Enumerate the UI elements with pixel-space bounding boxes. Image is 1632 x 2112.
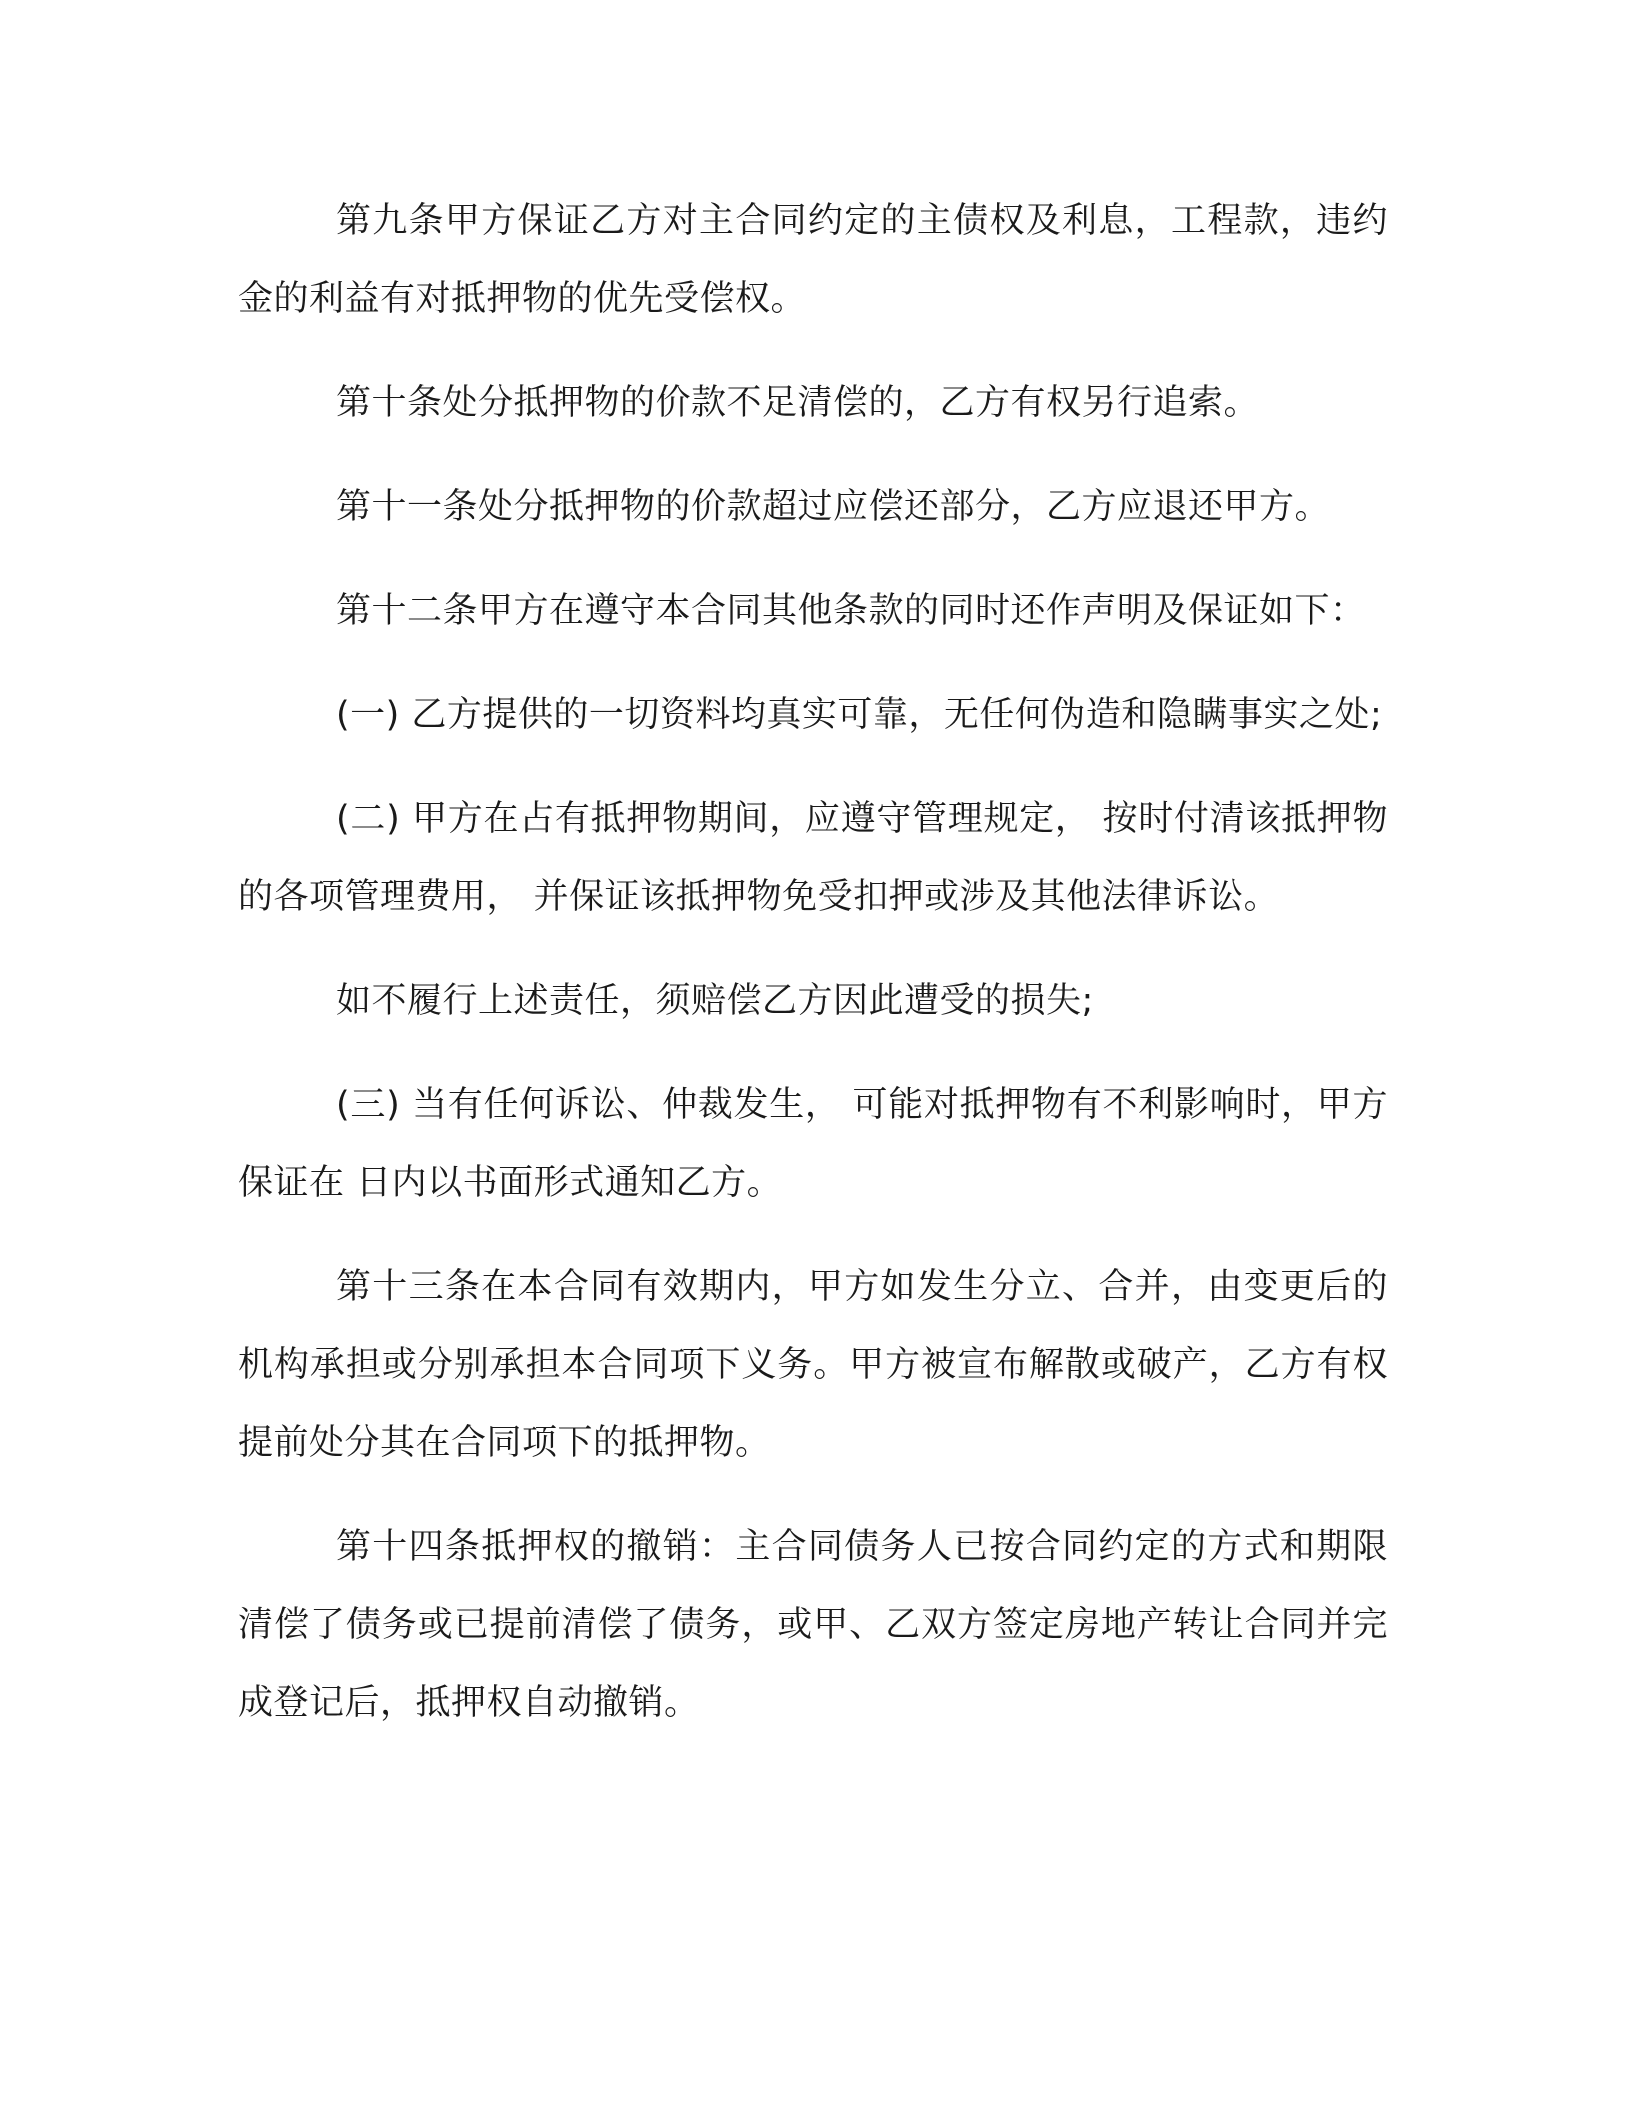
clause-3: (三) 当有任何诉讼、仲裁发生， 可能对抵押物有不利影响时，甲方保证在 日内以书面形式通知乙方。 [238,1085,1388,1203]
article-12: 第十二条甲方在遵守本合同其他条款的同时还作声明及保证如下： [336,591,1366,631]
article-14: 第十四条抵押权的撤销：主合同债务人已按合同约定的方式和期限清偿了债务或已提前清偿了债务，或甲、乙双方签定房地产转让合同并完成登记后，抵押权自动撤销。 [238,1527,1388,1723]
document-body [238,182,1388,1768]
article-10: 第十条处分抵押物的价款不足清偿的，乙方有权另行追索。 [336,383,1260,423]
article-11: 第十一条处分抵押物的价款超过应偿还部分，乙方应退还甲方。 [336,487,1331,527]
article-9: 第九条甲方保证乙方对主合同约定的主债权及利息，工程款，违约金的利益有对抵押物的优先受偿权。 [238,201,1388,319]
clause-2: (二) 甲方在占有抵押物期间，应遵守管理规定， 按时付清该抵押物的各项管理费用， 并保证该抵押物免受扣押或涉及其他法律诉讼。 [238,799,1388,917]
article-13: 第十三条在本合同有效期内，甲方如发生分立、合并，由变更后的机构承担或分别承担本合同项下义务。甲方被宣布解散或破产，乙方有权提前处分其在合同项下的抵押物。 [238,1267,1388,1463]
clause-2-liability: 如不履行上述责任，须赔偿乙方因此遭受的损失; [336,981,1094,1021]
clause-1: (一) 乙方提供的一切资料均真实可靠，无任何伪造和隐瞒事实之处; [336,695,1383,735]
